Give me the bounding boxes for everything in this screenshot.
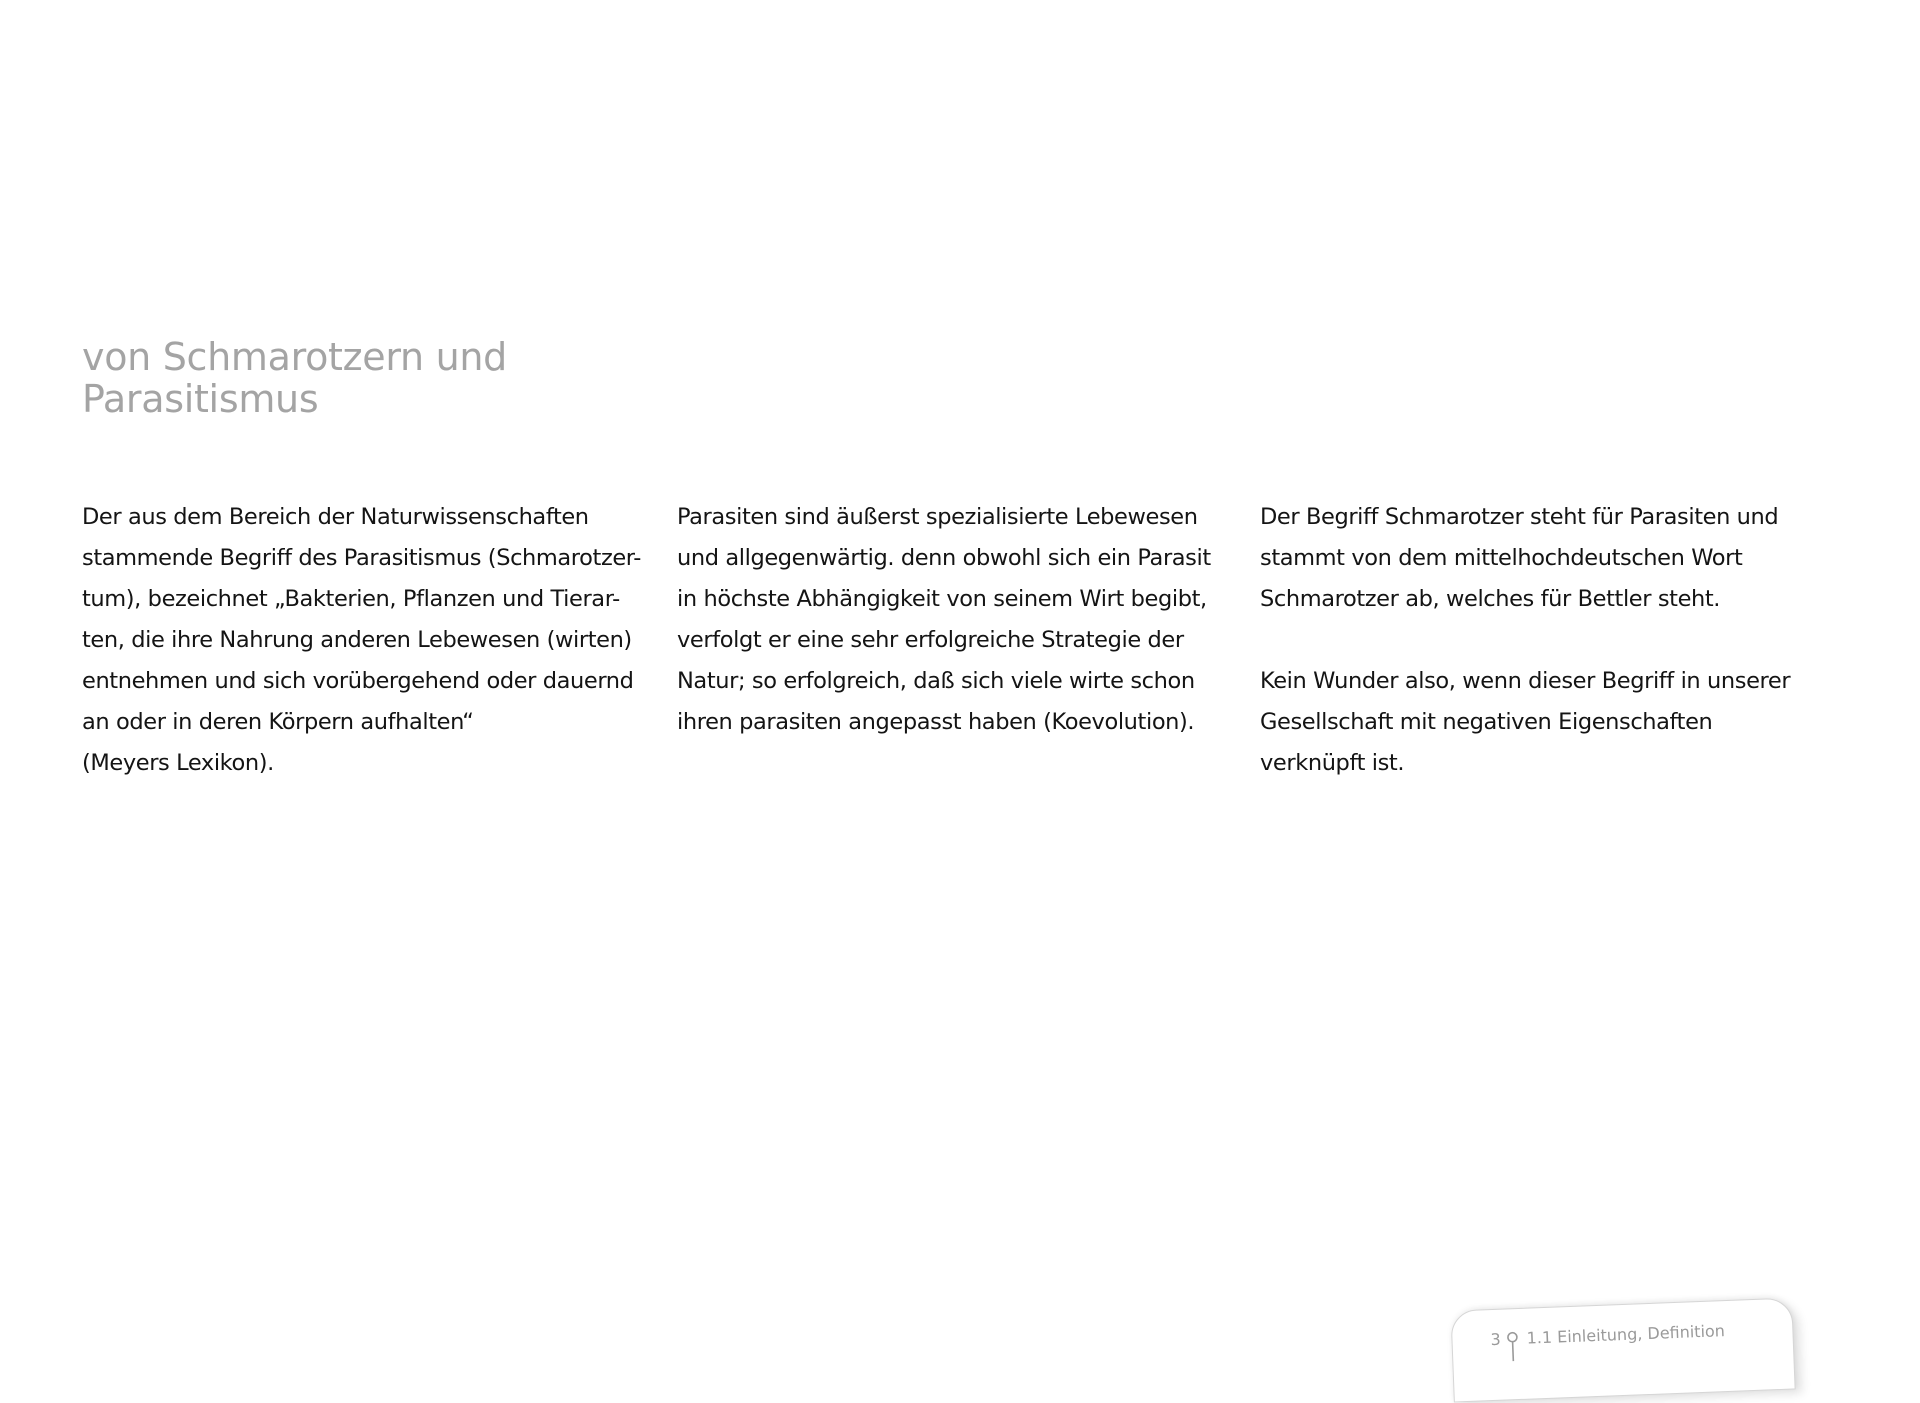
text-column-3: [1260, 497, 1860, 784]
pin-icon: [1506, 1331, 1519, 1361]
text-line: und allgegenwärtig. denn obwohl sich ein Parasit: [677, 545, 1211, 571]
paragraph-gap: [1260, 620, 1860, 661]
text-line: Parasiten sind äußerst spezialisierte Lebewesen: [677, 504, 1198, 530]
footer-tab: [1450, 1297, 1795, 1402]
text-line: Der Begriff Schmarotzer steht für Parasiten und: [1260, 504, 1779, 530]
text-line: in höchste Abhängigkeit von seinem Wirt begibt,: [677, 586, 1207, 612]
text-line: tum), bezeichnet „Bakterien, Pflanzen und Tierar-: [82, 586, 620, 612]
page-title-line-2: Parasitismus: [82, 377, 319, 421]
text-line: an oder in deren Körpern aufhalten“: [82, 709, 474, 735]
text-line: stammende Begriff des Parasitismus (Schmarotzer-: [82, 545, 641, 571]
page-title-line-1: von Schmarotzern und: [82, 335, 507, 379]
text-line: Der aus dem Bereich der Naturwissenschaften: [82, 504, 589, 530]
text-line: Schmarotzer ab, welches für Bettler steht.: [1260, 586, 1721, 612]
text-line: (Meyers Lexikon).: [82, 750, 274, 776]
text-column-2: [677, 497, 1237, 743]
text-line: Kein Wunder also, wenn dieser Begriff in unserer: [1260, 668, 1791, 694]
text-line: entnehmen und sich vorübergehend oder dauernd: [82, 668, 634, 694]
text-line: verknüpft ist.: [1260, 750, 1405, 776]
text-line: verfolgt er eine sehr erfolgreiche Strategie der: [677, 627, 1184, 653]
page-number: 3: [1490, 1329, 1502, 1349]
section-label: 1.1 Einleitung, Definition: [1526, 1320, 1726, 1348]
text-line: stammt von dem mittelhochdeutschen Wort: [1260, 545, 1743, 571]
text-line: ten, die ihre Nahrung anderen Lebewesen (wirten): [82, 627, 632, 653]
text-line: ihren parasiten angepasst haben (Koevolution).: [677, 709, 1195, 735]
text-line: Natur; so erfolgreich, daß sich viele wirte schon: [677, 668, 1195, 694]
footer-content: [1490, 1315, 1725, 1354]
text-column-1: [82, 497, 652, 784]
page-title: [82, 336, 682, 420]
text-line: Gesellschaft mit negativen Eigenschaften: [1260, 709, 1713, 735]
